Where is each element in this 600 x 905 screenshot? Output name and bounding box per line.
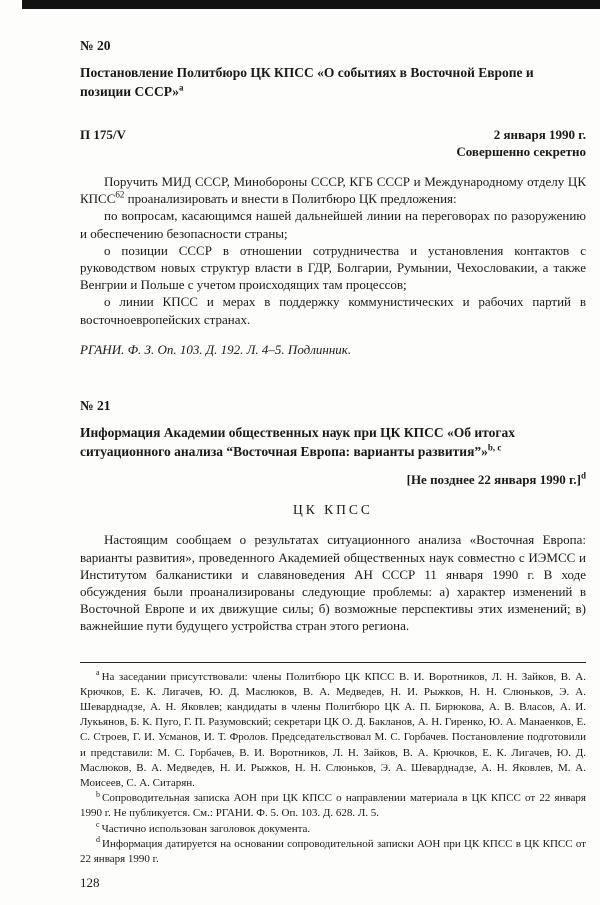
document-21 bbox=[80, 398, 586, 635]
doc20-paragraph-2: по вопросам, касающимся нашей дальнейшей линии на переговорах по разоружению и обеспечению безопасности страны; bbox=[80, 208, 586, 241]
doc20-body bbox=[80, 173, 586, 328]
doc21-paragraph-1: Настоящим сообщаем о результатах ситуационного анализа «Восточная Европа: варианты развития», проведенного Академией общественных наук совместно с ИЭМСС и Институтом балканистики и славяноведения АН СССР 11 января 1990 г. В ходе обсуждения были проанализированы следующие проблемы: а) характер изменений в Восточной Европе и их движущие силы; б) возможные перспективы этих изменений; в) важнейшие пути будущего устройства стран этого региона. bbox=[80, 532, 586, 634]
doc21-date-footnote-marker: d bbox=[580, 470, 586, 481]
footnotes-section bbox=[80, 667, 586, 868]
doc20-archive-reference: РГАНИ. Ф. З. Оп. 103. Д. 192. Л. 4–5. Подлинник. bbox=[80, 341, 352, 357]
doc20-protocol-number: П 175/V bbox=[80, 127, 126, 142]
doc21-title bbox=[80, 423, 586, 461]
footnote-d-marker: d bbox=[96, 835, 100, 845]
doc20-title bbox=[80, 63, 586, 101]
doc20-paragraph-4: о линии КПСС и мерах в поддержку коммунистических и рабочих партий в восточноевропейских странах. bbox=[80, 294, 586, 327]
doc21-date-line bbox=[80, 471, 586, 488]
doc20-paragraph-3: о позиции СССР в отношении сотрудничества и установления контактов с руководством новых структур власти в ГДР, Болгарии, Румынии, Чехословакии, а также Венгрии и Польше с учетом происходящих там процессов; bbox=[80, 242, 586, 293]
doc21-addressee: ЦК КПСС bbox=[293, 501, 373, 517]
footnote-b-marker: b bbox=[96, 789, 100, 799]
footnote-a bbox=[80, 667, 586, 792]
scan-edge-corner bbox=[0, 0, 22, 6]
scan-edge-artifact bbox=[22, 0, 600, 9]
doc20-meta-row bbox=[80, 126, 586, 160]
footnote-a-marker: a bbox=[96, 667, 100, 677]
doc20-paragraph-1 bbox=[80, 173, 586, 207]
footnote-c bbox=[80, 819, 586, 837]
doc20-title-footnote-marker: a bbox=[179, 82, 184, 93]
doc20-date: 2 января 1990 г. bbox=[493, 127, 586, 142]
footnote-a-text: На заседании присутствовали: члены Политбюро ЦК КПСС В. И. Воротников, Л. Н. Зайков, В. А. Крючков, Е. К. Лигачев, Ю. Д. Маслюков, В. А. Медведев, Н. И. Рыжков, Н. Н. Слюньков, Э. А. Шеварднадзе, А. Н. Яковлев; кандидаты в члены Политбюро ЦК А. П. Бирюкова, А. В. Власов, А. И. Лукьянов, Б. К. Пуго, Г. П. Разумовский; секретари ЦК О. Д. Бакланов, А. Н. Гиренко, Ю. А. Манаенков, Е. С. Строев, Г. И. Усманов, И. Т. Фролов. Председательствовал М. С. Горбачев. Постановление подготовили и представили: М. С. Горбачев, В. И. Воротников, Л. Н. Зайков, В. А. Крючков, Е. К. Лигачев, Ю. Д. Маслюков, В. А. Медведев, Н. И. Рыжков, Н. Н. Слюньков, Э. А. Шеварднадзе, А. Н. Яковлев, М. А. Моисеев, С. А. Ситарян. bbox=[80, 670, 586, 789]
doc20-paragraph-1-pre: Поручить МИД СССР, Минобороны СССР, КГБ СССР и Международному отделу ЦК КПСС bbox=[80, 174, 586, 207]
footnote-d-text: Информация датируется на основании сопроводительной записки АОН при ЦК КПСС в ЦК КПСС от 22 января 1990 г. bbox=[80, 837, 586, 865]
doc20-number: № 20 bbox=[80, 38, 111, 53]
document-20 bbox=[80, 38, 586, 358]
doc20-meta-right bbox=[456, 126, 586, 160]
page-number: 128 bbox=[80, 875, 100, 891]
doc21-title-footnote-marker: b, c bbox=[487, 442, 502, 453]
footnote-d bbox=[80, 837, 586, 867]
footnote-separator-rule bbox=[80, 662, 586, 663]
doc21-date: [Не позднее 22 января 1990 г.] bbox=[406, 471, 581, 487]
doc20-title-text: Постановление Политбюро ЦК КПСС «О событиях в Восточной Европе и позиции СССР» bbox=[80, 65, 534, 99]
page-content bbox=[80, 38, 586, 904]
doc20-endnote-marker: 62 bbox=[115, 189, 125, 200]
footnote-b-text: Сопроводительная записка АОН при ЦК КПСС о направлении материала в ЦК КПСС от 22 января 1990 г. Не публикуется. См.: РГАНИ. Ф. 5. Оп. 103. Д. 628. Л. 5. bbox=[80, 792, 586, 820]
doc21-number: № 21 bbox=[80, 397, 111, 413]
footnote-c-text: Частично использован заголовок документа. bbox=[101, 822, 311, 835]
doc21-title-text: Информация Академии общественных наук при ЦК КПСС «Об итогах ситуационного анализа “Восточная Европа: варианты развития”» bbox=[80, 424, 515, 459]
footnote-c-marker: c bbox=[96, 819, 100, 829]
footnote-b bbox=[80, 791, 586, 821]
doc20-paragraph-1-post: проанализировать и внести в Политбюро ЦК предложения: bbox=[124, 191, 457, 207]
doc20-classification: Совершенно секретно bbox=[456, 144, 586, 159]
